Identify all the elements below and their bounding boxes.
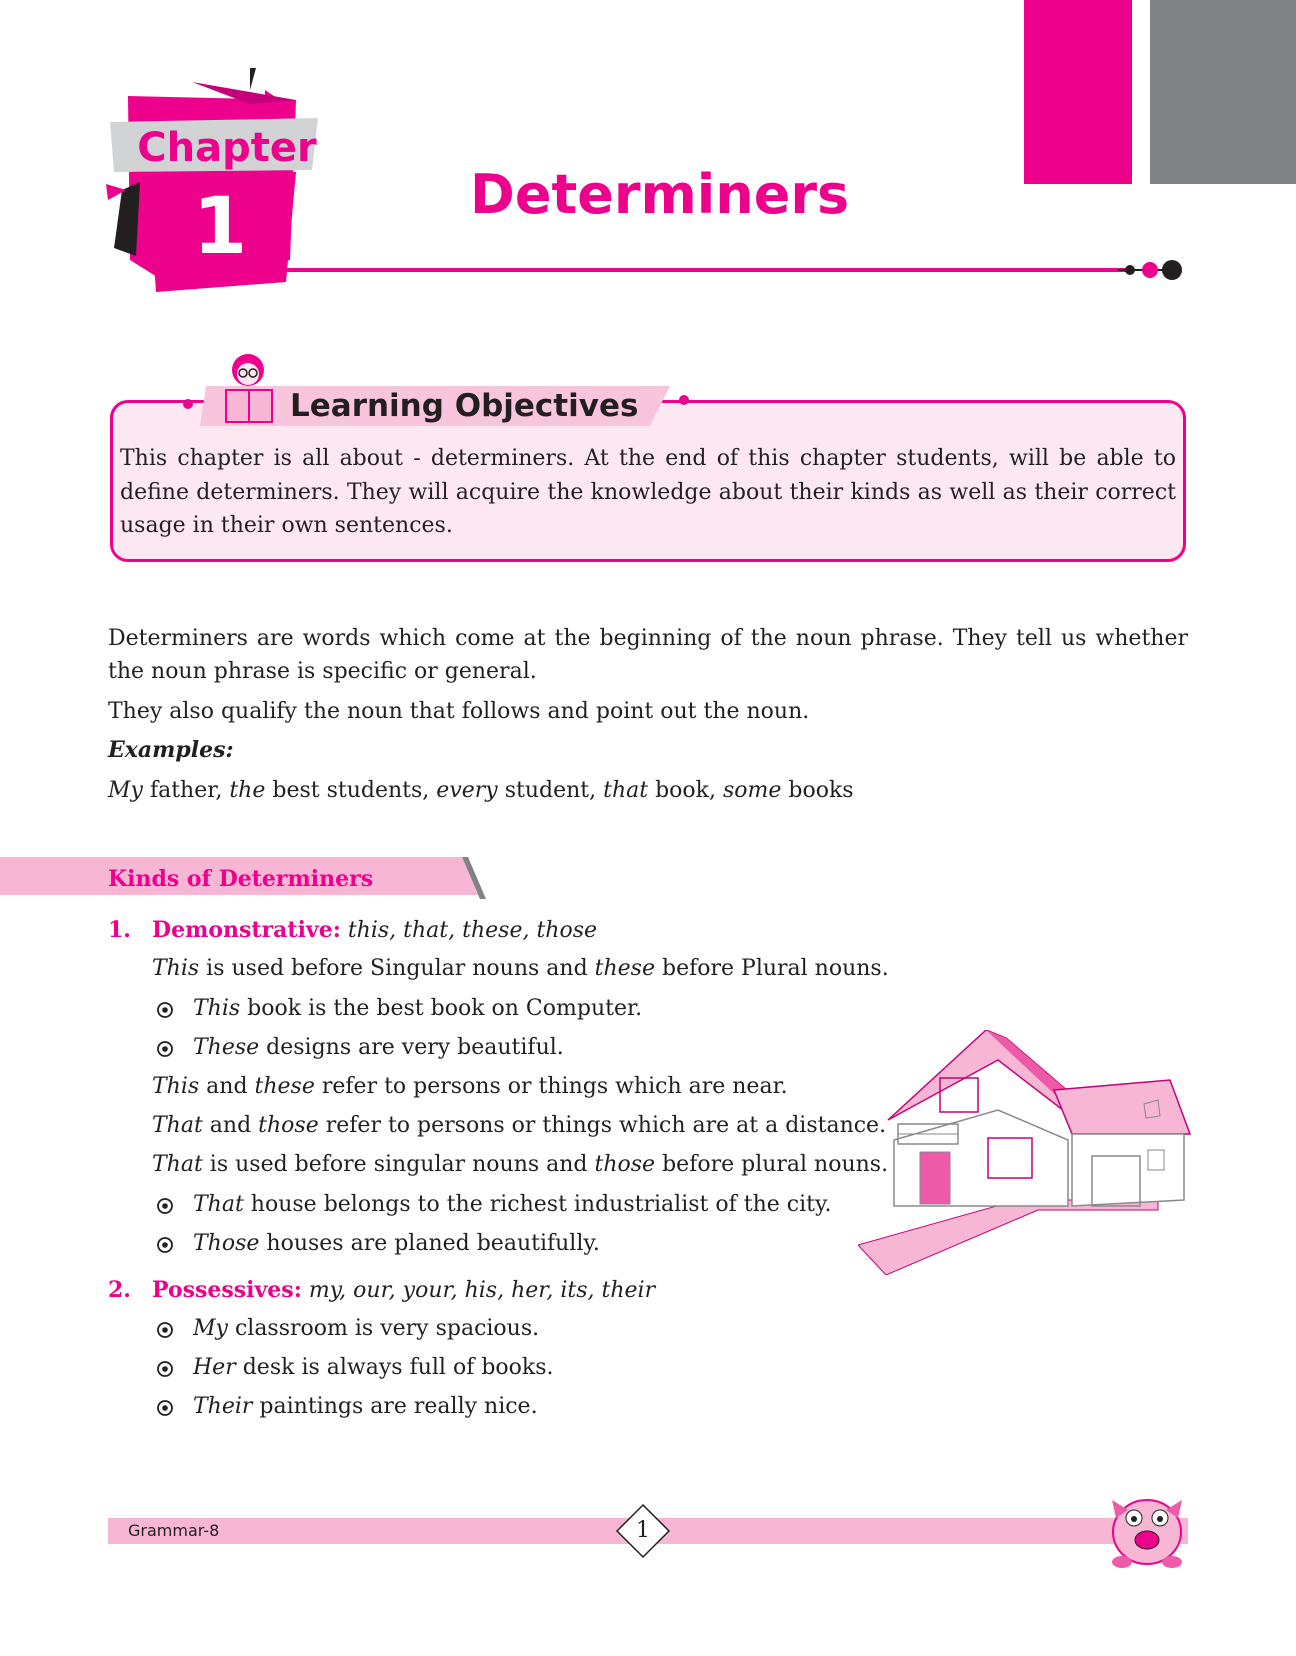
determiner-word: This [152, 1074, 200, 1099]
determiner-word: This [152, 956, 200, 981]
determiner-word: My [193, 1316, 228, 1341]
rule-dots-icon [1118, 258, 1190, 282]
determiner-word: That [193, 1192, 244, 1217]
demonstrative-rule-1 [152, 952, 889, 986]
rule-text: refer to persons or things which are near. [314, 1074, 788, 1099]
demonstrative-rule-3 [152, 1109, 886, 1143]
circled-dot-bullet-icon [155, 1039, 175, 1059]
list-item [193, 1188, 831, 1222]
learning-objectives-text: This chapter is all about - determiners. At the end of this chapter students, will be able to define determiners. They will acquire the knowledge about their kinds as well as their correct usage in their own sentences. [120, 446, 1176, 538]
determiner-word: these [254, 1074, 315, 1099]
example-sentence: desk is always full of books. [235, 1355, 554, 1380]
example-text: book, [648, 778, 723, 803]
rule-text: before plural nouns. [655, 1152, 889, 1177]
rule-text: is used before singular nouns and [202, 1152, 595, 1177]
circled-dot-bullet-icon [155, 1235, 175, 1255]
determiner-word: That [152, 1152, 203, 1177]
intro-paragraph-2: They also qualify the noun that follows and point out the noun. [108, 699, 810, 724]
example-determiner: that [603, 778, 649, 803]
determiner-word: This [193, 996, 241, 1021]
chapter-label: Chapter [137, 125, 317, 171]
determiner-word: those [594, 1152, 656, 1177]
possessives-label: Possessives: [152, 1277, 302, 1303]
footer-book-title: Grammar-8 [128, 1521, 220, 1540]
rule-text: before Plural nouns. [655, 956, 889, 981]
example-determiner: My [108, 778, 143, 803]
rule-text: and [202, 1113, 259, 1138]
example-sentence: house belongs to the richest industrialist of the city. [243, 1192, 832, 1217]
list-item [193, 1031, 564, 1065]
examples-line [108, 774, 854, 807]
example-sentence: classroom is very spacious. [227, 1316, 540, 1341]
example-text: books [781, 778, 854, 803]
chapter-number: 1 [192, 182, 248, 272]
intro-paragraph-1: Determiners are words which come at the beginning of the noun phrase. They tell us whether the noun phrase is specific or general. [108, 626, 1188, 684]
dot-icon [676, 392, 692, 408]
circled-dot-bullet-icon [155, 1359, 175, 1379]
list-number: 1. [108, 917, 131, 943]
example-text: student, [497, 778, 604, 803]
possessives-words: my, our, your, his, her, its, their [308, 1278, 656, 1303]
example-determiner: the [229, 778, 266, 803]
example-sentence: book is the best book on Computer. [240, 996, 643, 1021]
rule-text: and [199, 1074, 255, 1099]
determiner-word: These [193, 1035, 260, 1060]
possessives-heading [152, 1273, 655, 1308]
decor-bar-pink [1024, 0, 1132, 184]
circled-dot-bullet-icon [155, 1320, 175, 1340]
circled-dot-bullet-icon [155, 1398, 175, 1418]
reading-kid-icon [218, 350, 280, 432]
examples-label: Examples: [108, 737, 234, 763]
example-text: best students, [265, 778, 437, 803]
list-item [193, 1351, 554, 1385]
example-sentence: designs are very beautiful. [259, 1035, 564, 1060]
page-number: 1 [636, 1518, 650, 1543]
demonstrative-rule-2 [152, 1070, 788, 1104]
learning-objectives-heading: Learning Objectives [290, 388, 639, 424]
title-rule [270, 268, 1130, 272]
example-sentence: paintings are really nice. [252, 1394, 538, 1419]
example-sentence: houses are planed beautifully. [259, 1231, 600, 1256]
decor-bar-gray [1150, 0, 1296, 184]
demonstrative-rule-4 [152, 1148, 888, 1182]
rule-text: is used before Singular nouns and [199, 956, 595, 981]
determiner-word: That [152, 1113, 203, 1138]
monster-mascot-icon [1100, 1480, 1194, 1570]
determiner-word: Her [193, 1355, 236, 1380]
determiner-word: Those [193, 1231, 260, 1256]
demonstrative-label: Demonstrative: [152, 917, 341, 943]
example-text: father, [142, 778, 230, 803]
list-number: 2. [108, 1277, 131, 1303]
rule-text: refer to persons or things which are at a distance. [318, 1113, 887, 1138]
determiner-word: Their [193, 1394, 253, 1419]
determiner-word: those [258, 1113, 319, 1138]
page-title: Determiners [470, 163, 850, 226]
list-item [193, 992, 642, 1026]
example-determiner: some [722, 778, 782, 803]
demonstrative-words: this, that, these, those [347, 918, 598, 943]
circled-dot-bullet-icon [155, 1196, 175, 1216]
section-heading: Kinds of Determiners [108, 866, 374, 892]
list-item [193, 1390, 538, 1424]
demonstrative-heading [152, 913, 597, 948]
circled-dot-bullet-icon [155, 1000, 175, 1020]
list-item [193, 1227, 600, 1261]
determiner-word: these [594, 956, 655, 981]
house-illustration [858, 1030, 1198, 1275]
dot-icon [180, 396, 196, 412]
example-determiner: every [436, 778, 498, 803]
list-item [193, 1312, 539, 1346]
